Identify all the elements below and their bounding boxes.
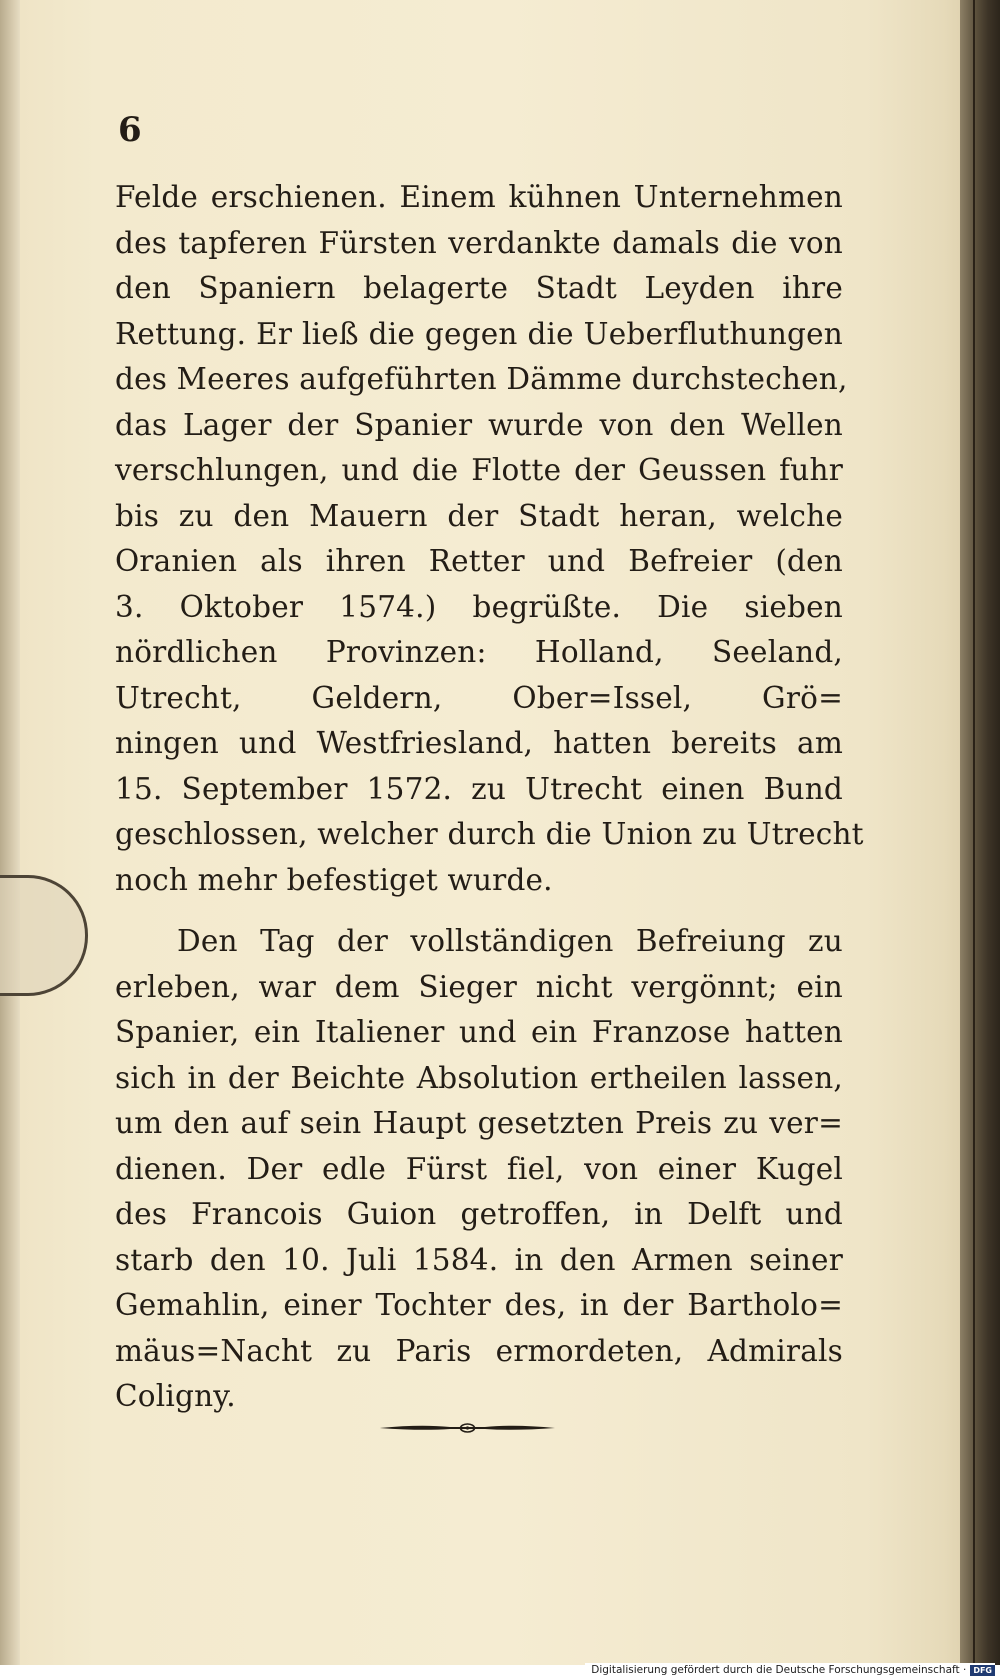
text-line: Oranien als ihren Retter und Befreier (den <box>115 544 843 578</box>
text-line: des Meeres aufgeführten Dämme durchstechen, <box>115 362 848 396</box>
paragraph-1 <box>115 175 864 903</box>
text-line: ningen und Westfriesland, hatten bereits am <box>115 726 843 760</box>
text-line: des Francois Guion getroffen, in Delft und <box>115 1197 843 1231</box>
text-line: 3. Oktober 1574.) begrüßte. Die sieben <box>115 589 843 624</box>
footer-text: Digitalisierung gefördert durch die Deutsche Forschungsgemeinschaft · <box>591 1664 967 1676</box>
text-line: um den auf sein Haupt gesetzten Preis zu ver= <box>115 1106 843 1140</box>
body-text <box>115 175 864 1420</box>
text-line: des tapferen Fürsten verdankte damals die von <box>115 225 843 260</box>
text-line: Gemahlin, einer Tochter des, in der Bartholo= <box>115 1288 843 1322</box>
text-line: erleben, war dem Sieger nicht vergönnt; ein <box>115 969 843 1004</box>
text-line: Den Tag der vollständigen Befreiung zu <box>177 924 843 958</box>
text-line: sich in der Beichte Absolution ertheilen lassen, <box>115 1060 843 1095</box>
text-line: den Spaniern belagerte Stadt Leyden ihre <box>115 271 843 305</box>
text-line: geschlossen, welcher durch die Union zu Utrecht <box>115 817 864 851</box>
digitization-credit <box>585 1663 995 1678</box>
text-line: Felde erschienen. Einem kühnen Unternehmen <box>115 180 843 214</box>
ornament-divider <box>380 1420 555 1436</box>
text-line: 15. September 1572. zu Utrecht einen Bund <box>115 771 843 806</box>
book-gutter <box>960 0 1000 1665</box>
book-left-edge <box>0 0 22 1665</box>
text-line: nördlichen Provinzen: Holland, Seeland, <box>115 635 843 669</box>
text-line: Spanier, ein Italiener und ein Franzose hatten <box>115 1015 843 1049</box>
paragraph-2 <box>115 919 843 1420</box>
text-line: bis zu den Mauern der Stadt heran, welche <box>115 498 843 533</box>
text-line: noch mehr befestiget wurde. <box>115 862 553 897</box>
text-line: Rettung. Er ließ die gegen die Ueberfluthungen <box>115 316 843 351</box>
dfg-logo: DFG <box>970 1665 995 1676</box>
text-line: mäus=Nacht zu Paris ermordeten, Admirals <box>115 1333 843 1368</box>
text-line: das Lager der Spanier wurde von den Wellen <box>115 407 843 442</box>
gutter-shadow-line <box>973 0 975 1665</box>
page-number: 6 <box>118 110 142 150</box>
text-line: dienen. Der edle Fürst fiel, von einer Kugel <box>115 1151 843 1186</box>
text-line: verschlungen, und die Flotte der Geussen fuhr <box>115 453 843 487</box>
text-line: Coligny. <box>115 1379 236 1413</box>
text-line: Utrecht, Geldern, Ober=Issel, Grö= <box>115 680 843 715</box>
text-line: starb den 10. Juli 1584. in den Armen seiner <box>115 1242 843 1277</box>
